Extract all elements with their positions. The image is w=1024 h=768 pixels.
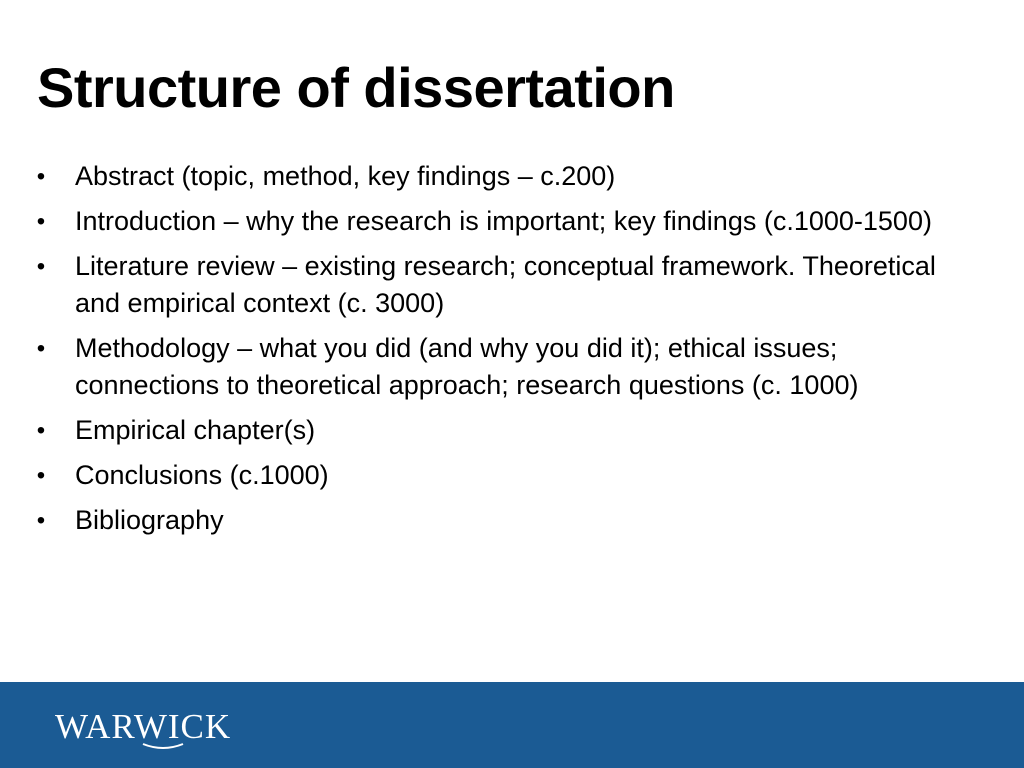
bullet-text: Conclusions (c.1000) [75, 460, 329, 490]
warwick-logo-text: WARWICK [55, 707, 232, 746]
bullet-point-icon: • [36, 208, 46, 235]
bullet-point-icon: • [36, 507, 46, 534]
bullet-bibliography [34, 502, 984, 539]
bullet-text: Abstract (topic, method, key findings – c.200) [75, 161, 616, 191]
slide-title: Structure of dissertation [37, 56, 675, 119]
bullet-point-icon: • [36, 462, 46, 489]
bullet-text: Bibliography [75, 505, 224, 535]
bullet-methodology [34, 330, 984, 404]
bullet-empirical-chapters [34, 412, 984, 449]
bullet-point-icon: • [36, 335, 46, 362]
bullet-conclusions [34, 457, 984, 494]
bullet-text: Introduction – why the research is important; key findings (c.1000-1500) [75, 206, 932, 236]
warwick-logo [55, 704, 285, 752]
bullet-literature-review [34, 248, 984, 322]
bullet-introduction [34, 203, 984, 240]
bullet-list [34, 158, 984, 547]
footer-band [0, 682, 1024, 768]
bullet-point-icon: • [36, 417, 46, 444]
bullet-point-icon: • [36, 163, 46, 190]
bullet-text: Methodology – what you did (and why you did it); ethical issues; connections to theoretical approach; research questions (c. 1000) [75, 333, 859, 400]
bullet-abstract [34, 158, 984, 195]
bullet-text: Empirical chapter(s) [75, 415, 316, 445]
bullet-text: Literature review – existing research; conceptual framework. Theoretical and empirical context (c. 3000) [75, 251, 936, 318]
bullet-point-icon: • [36, 253, 46, 280]
